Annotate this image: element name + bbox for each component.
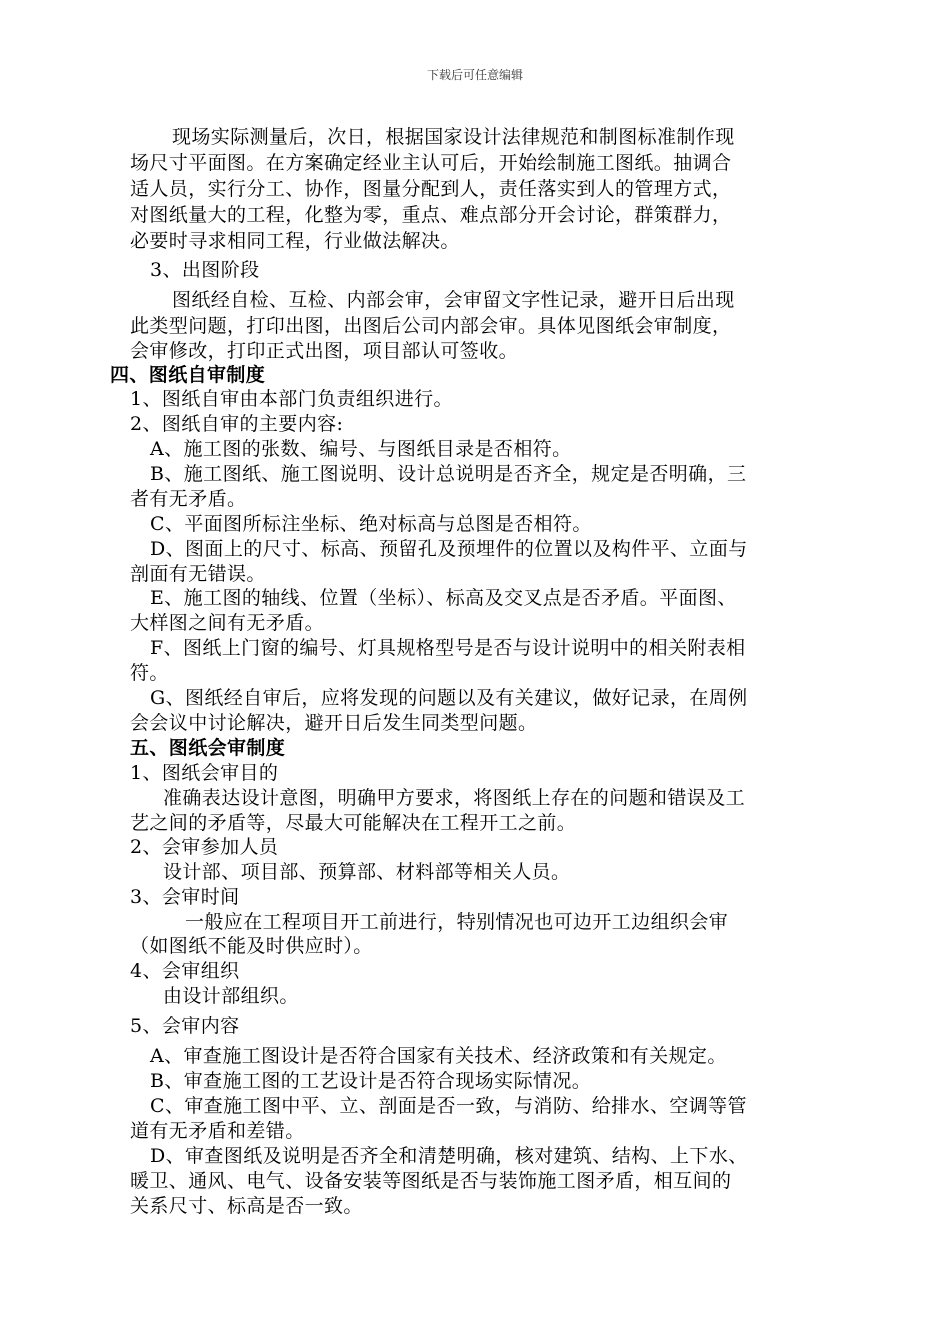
text-line: 5、会审内容 [130, 1015, 240, 1037]
text-line: 现场实际测量后，次日，根据国家设计法律规范和制图标准制作现 [172, 126, 735, 148]
text-line: 适人员，实行分工、协作，图量分配到人，责任落实到人的管理方式， [130, 178, 732, 200]
text-line: D、审查图纸及说明是否齐全和清楚明确，核对建筑、结构、上下水、 [150, 1145, 748, 1167]
text-line: 3、出图阶段 [150, 259, 260, 281]
text-line: 设计部、项目部、预算部、材料部等相关人员。 [163, 861, 571, 883]
section-heading: 五、图纸会审制度 [130, 737, 286, 759]
text-line: 会审修改，打印正式出图，项目部认可签收。 [130, 340, 519, 362]
text-line: 图纸经自检、互检、内部会审，会审留文字性记录，避开日后出现 [172, 289, 735, 311]
text-line: F、图纸上门窗的编号、灯具规格型号是否与设计说明中的相关附表相 [150, 637, 746, 659]
text-line: 3、会审时间 [130, 886, 240, 908]
text-line: C、平面图所标注坐标、绝对标高与总图是否相符。 [150, 513, 592, 535]
text-line: 4、会审组织 [130, 960, 240, 982]
text-line: 暖卫、通风、电气、设备安装等图纸是否与装饰施工图矛盾，相互间的 [130, 1170, 732, 1192]
text-line: B、审查施工图的工艺设计是否符合现场实际情况。 [150, 1070, 592, 1092]
text-line: A、审查施工图设计是否符合国家有关技术、经济政策和有关规定。 [150, 1045, 727, 1067]
text-line: B、施工图纸、施工图说明、设计总说明是否齐全，规定是否明确，三 [150, 463, 747, 485]
text-line: 1、图纸会审目的 [130, 762, 279, 784]
text-line: 场尺寸平面图。在方案确定经业主认可后，开始绘制施工图纸。抽调合 [130, 152, 732, 174]
text-line: 准确表达设计意图，明确甲方要求，将图纸上存在的问题和错误及工 [163, 787, 746, 809]
text-line: C、审查施工图中平、立、剖面是否一致，与消防、给排水、空调等管 [150, 1095, 747, 1117]
text-line: 1、图纸自审由本部门负责组织进行。 [130, 388, 453, 410]
text-line: 2、图纸自审的主要内容: [130, 413, 344, 435]
text-line: （如图纸不能及时供应时）。 [130, 935, 373, 957]
text-line: 由设计部组织。 [163, 985, 299, 1007]
text-line: 会会议中讨论解决，避开日后发生同类型问题。 [130, 712, 538, 734]
text-line: E、施工图的轴线、位置（坐标）、标高及交叉点是否矛盾。平面图、 [150, 587, 737, 609]
text-line: 符。 [130, 662, 169, 684]
text-line: 此类型问题，打印出图，出图后公司内部会审。具体见图纸会审制度， [130, 315, 732, 337]
text-line: 剖面有无错误。 [130, 563, 266, 585]
text-line: 大样图之间有无矛盾。 [130, 612, 325, 634]
section-heading: 四、图纸自审制度 [110, 364, 266, 386]
text-line: D、图面上的尺寸、标高、预留孔及预埋件的位置以及构件平、立面与 [150, 538, 748, 560]
text-line: 必要时寻求相同工程，行业做法解决。 [130, 230, 460, 252]
text-line: A、施工图的张数、编号、与图纸目录是否相符。 [150, 438, 572, 460]
text-line: 2、会审参加人员 [130, 836, 279, 858]
text-line: 艺之间的矛盾等，尽最大可能解决在工程开工之前。 [130, 812, 577, 834]
text-line: 道有无矛盾和差错。 [130, 1120, 305, 1142]
text-line: 一般应在工程项目开工前进行，特别情况也可边开工边组织会审 [185, 911, 729, 933]
text-line: 者有无矛盾。 [130, 488, 247, 510]
text-line: 关系尺寸、标高是否一致。 [130, 1195, 363, 1217]
page-header: 下载后可任意编辑 [426, 68, 523, 82]
text-line: G、图纸经自审后，应将发现的问题以及有关建议，做好记录，在周例 [150, 687, 748, 709]
text-line: 对图纸量大的工程，化整为零，重点、难点部分开会讨论，群策群力， [130, 204, 732, 226]
